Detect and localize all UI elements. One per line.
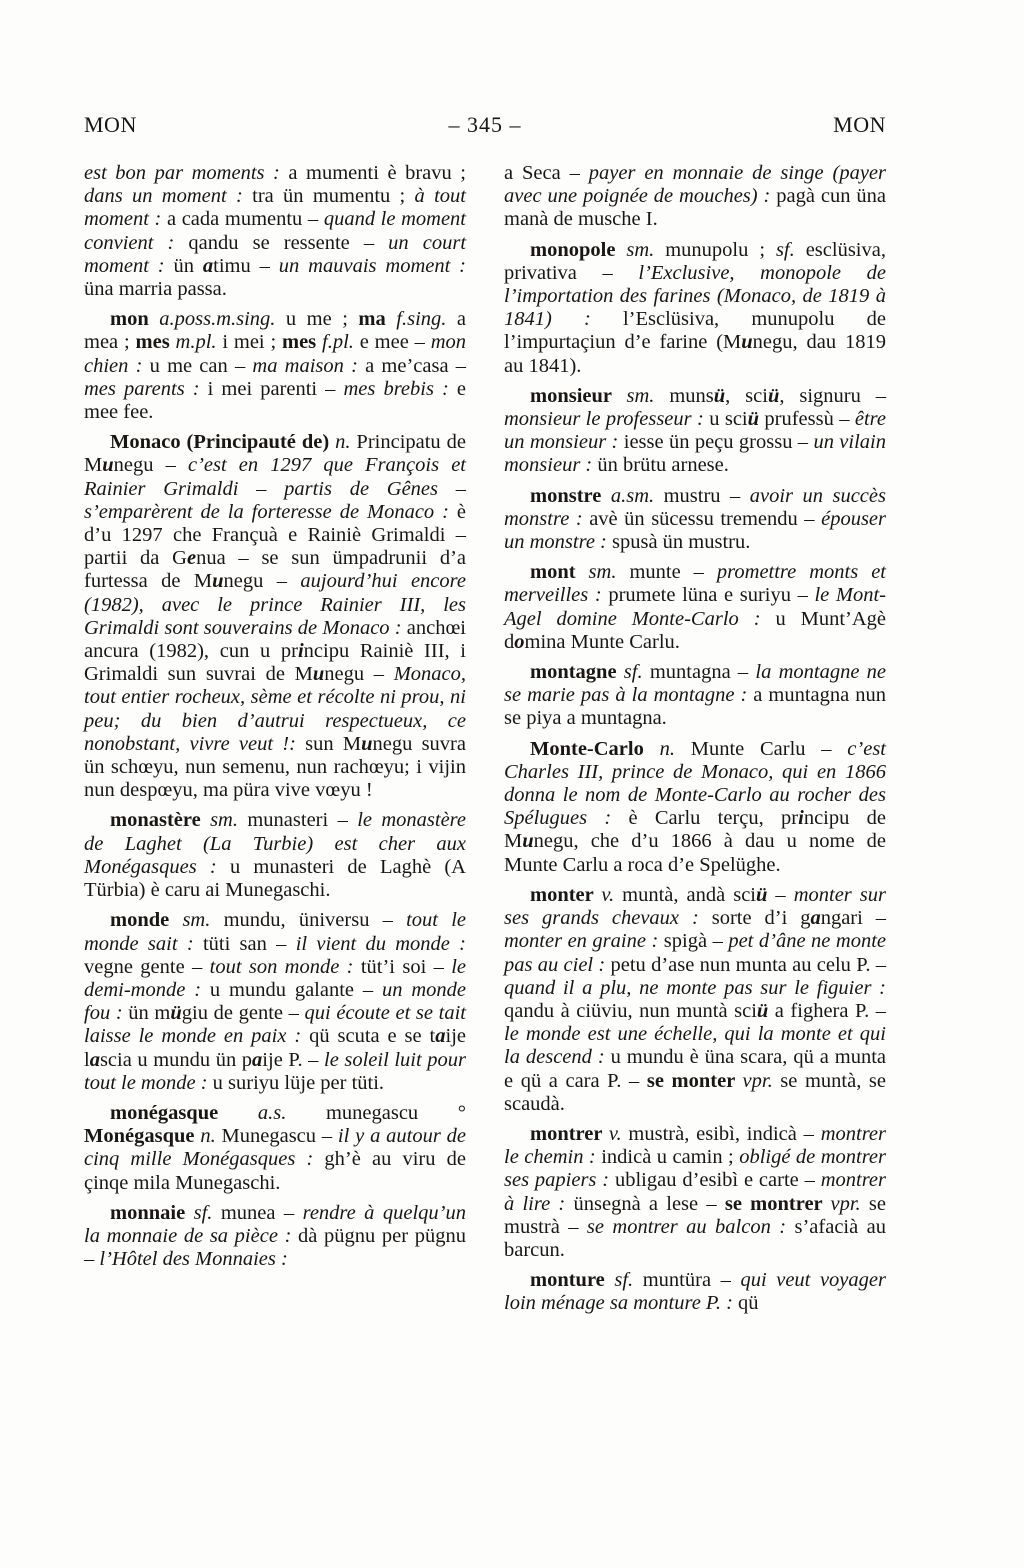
text-run: a.s. [257, 1101, 326, 1124]
text-run: sm. [210, 809, 248, 832]
text-run: n. [659, 737, 691, 760]
text-run: munea – [220, 1201, 303, 1224]
text-run: v. [608, 1122, 629, 1145]
text-run: a.sm. [610, 484, 664, 507]
text-run: munegascu ° [325, 1101, 466, 1124]
text-run: spusà ün mustru. [612, 531, 751, 554]
text-run: rendre à quelqu’un la monnaie de sa pièce : [84, 1201, 466, 1247]
text-run: mundu, üniversu – [223, 909, 407, 932]
text-run: le demi-monde : [84, 955, 466, 1001]
entry-mont [504, 561, 886, 654]
text-run: a [202, 254, 214, 277]
page-number: – 345 – [448, 112, 522, 137]
text-run: u mundu galante – [209, 978, 382, 1001]
text-run: un vilain monsieur : [504, 431, 886, 477]
text-run: munupolu ; [665, 238, 776, 261]
text-run: obligé de montrer ses papiers : [504, 1146, 887, 1192]
text-run: f.sing. [396, 308, 457, 331]
text-run: c’est Charles III, prince de Monaco, qui en 1866 donna le nom de Monte-Carlo au rocher des Spélugues : [504, 737, 886, 830]
text-run: épouser un monstre : [504, 507, 886, 554]
text-run: Monaco, tout entier rocheux, sème et récolte ni prou, ni peu; du bien d’autrui respectueux, ce nonobstant, vivre veut !: [84, 663, 466, 755]
text-run: aujourd’hui encore (1982), avec le prince Rainier III, les Grimaldi sont souverains de Monaco : [84, 570, 466, 639]
entry-monopole [504, 239, 886, 378]
text-run: gh’è au viru de çinqe mila Munegaschi. [84, 1148, 466, 1194]
text-run: quand le moment convient : [84, 208, 467, 254]
text-run: tüti san – [202, 932, 296, 955]
text-run: monture [530, 1269, 615, 1292]
text-run: e mee fee. [84, 377, 466, 424]
text-run: monsieur le professeur : [504, 408, 710, 431]
text-run: ün [173, 254, 203, 277]
text-run: timu – [213, 254, 279, 277]
text-run: monastère [110, 809, 211, 832]
text-run: tout le monde sait : [84, 909, 467, 955]
text-run: est bon par moments : [84, 162, 289, 184]
text-run: monopole [530, 238, 627, 261]
entry-monegasque [84, 1102, 466, 1195]
text-run: nua – se sun ümpadrunii d’a furtessa de M [84, 547, 466, 593]
text-run: ma maison : [252, 354, 366, 377]
text-run: mustru – [663, 484, 750, 507]
text-run: muntüra – [642, 1269, 741, 1292]
text-run: vegne gente – [84, 955, 210, 978]
entry-moment-continuation [84, 162, 466, 301]
text-run: iesse ün peçu grossu – [623, 431, 814, 454]
header-guide-word-right: MON [833, 112, 886, 137]
text-run: i mei parenti – [207, 377, 344, 400]
text-run: ngari – [820, 907, 887, 930]
text-run: v. [601, 883, 623, 906]
text-run: esclüsiva, privativa – [504, 238, 886, 284]
text-run: dà pügnu per pügnu – [84, 1224, 466, 1271]
text-run: a fighera P. – [768, 999, 886, 1022]
text-run: monter en graine : [504, 930, 664, 953]
text-run: ü [756, 999, 769, 1022]
text-run: negu, che d’u 1866 à dau u nome de Munte Carlu a roca d’e Spelüghe. [504, 830, 886, 876]
entry-monture [504, 1269, 886, 1315]
text-run: è Carlu terçu, pr [628, 807, 799, 830]
text-run: ü [713, 384, 726, 407]
text-run: mon [110, 308, 160, 331]
text-run: ncipu de M [504, 807, 886, 853]
text-run: e [186, 547, 197, 570]
text-run: – [767, 883, 794, 906]
text-run: qandu à ciüviu, nun muntà sci [504, 999, 757, 1022]
text-run: Monte-Carlo [530, 737, 660, 760]
text-run: a Seca – [504, 162, 589, 184]
text-run: quand il a plu, ne monte pas sur le figuier : [504, 976, 886, 999]
text-run: ma [358, 308, 397, 331]
text-run: a mea ; [84, 308, 466, 354]
text-run: le Mont-Agel domine Monte-Carlo : [504, 584, 886, 630]
text-run: se monter [646, 1069, 743, 1092]
text-run: f.pl. [322, 331, 360, 354]
text-run: muntagna – [649, 661, 756, 684]
text-run: tra ün mumentu ; [252, 185, 415, 208]
text-run: le soleil luit pour tout le monde : [84, 1048, 466, 1094]
text-run: monsieur [530, 384, 627, 407]
text-run: ije P. – [262, 1048, 324, 1071]
text-run: ncipu Rainiè III, i Grimaldi sun suvrai de M [84, 640, 467, 686]
text-run: indicà u camin ; [601, 1146, 740, 1169]
text-run: i [297, 640, 304, 663]
text-run: pagà cun üna manà de musche I. [504, 185, 886, 231]
text-run: qü scuta e se t [309, 1025, 436, 1048]
text-run: a.poss.m.sing. [159, 308, 286, 331]
text-run: promettre monts et merveilles : [504, 561, 886, 607]
text-run: mon chien : [84, 331, 467, 377]
entry-monter [504, 884, 886, 1116]
text-run: a muntagna nun se piya a muntagna. [504, 684, 886, 730]
text-run: u [522, 830, 534, 853]
text-run: monde [110, 909, 183, 932]
text-columns [84, 162, 886, 1316]
text-run: ü [747, 408, 760, 431]
text-run: l’Hôtel des Monnaies : [99, 1248, 288, 1271]
text-run: u suriyu lüje per tüti. [212, 1071, 385, 1094]
text-run: le monastère de Laghet (La Turbie) est cher aux Monégasques : [84, 809, 466, 878]
text-run: ubligau d’esibì e carte – [614, 1169, 821, 1192]
text-run: sf. [623, 661, 650, 684]
text-run: mes [282, 331, 322, 354]
text-run: u [312, 663, 325, 686]
text-run: Monaco (Principauté de) [110, 431, 336, 454]
text-run: ün brütu arnese. [597, 454, 729, 477]
text-run: sun M [305, 732, 362, 755]
text-run: un mauvais moment : [278, 254, 467, 277]
text-run: mes [135, 331, 176, 354]
text-run: giu de gente – [181, 1002, 305, 1025]
entry-monaco [84, 431, 466, 802]
text-run: sm. [588, 561, 630, 584]
entry-monnaie-continuation [504, 162, 886, 232]
text-run: u [741, 331, 753, 354]
text-run: sm. [626, 238, 666, 261]
text-run: Monégasque [84, 1125, 201, 1148]
column-right [504, 162, 886, 1316]
entry-monastere [84, 809, 466, 902]
text-run: Munte Carlu – [690, 737, 848, 760]
text-run: munte – [629, 561, 717, 584]
text-run: n. [200, 1125, 222, 1148]
text-run: anchœi ancura (1982), cun u pr [84, 616, 466, 663]
text-run: ün m [128, 1002, 171, 1025]
text-run: mustrà, esibì, indicà – [628, 1122, 821, 1145]
text-run: prufessù – [759, 408, 855, 431]
text-run: u Munt’Agè d [504, 607, 887, 653]
text-run: e mee – [359, 331, 431, 354]
text-run: mes parents : [84, 377, 208, 400]
text-run: negu, dau 1819 au 1841). [504, 331, 886, 377]
text-run: montrer le chemin : [504, 1122, 886, 1169]
text-run: il vient du monde : [295, 932, 466, 955]
text-run: vpr. [742, 1069, 781, 1092]
text-run: sf. [193, 1201, 221, 1224]
page-header [84, 112, 886, 138]
entry-monnaie [84, 1202, 466, 1272]
text-run: prumete lüna e suriyu – [608, 584, 815, 607]
text-run: u sci [709, 408, 748, 431]
header-guide-word-left: MON [84, 112, 137, 137]
text-run: vpr. [830, 1192, 869, 1215]
text-run: ije l [84, 1025, 466, 1071]
text-run: qui écoute et se tait laisse le monde en paix : [84, 1002, 466, 1048]
text-run: tüt’i soi – [360, 955, 452, 978]
text-run: u [102, 454, 114, 477]
text-run: è d’u 1297 che Françuà e Rainiè Grimaldi – partii da G [84, 500, 466, 570]
text-run: munasteri – [247, 809, 358, 832]
text-run: qandu se ressente – [188, 231, 389, 254]
text-run: , sci [725, 384, 768, 407]
text-run: sf. [614, 1269, 643, 1292]
text-run: c’est en 1297 que François et Rainier Grimaldi – partis de Gênes – s’emparèrent de la forteresse de Monaco : [84, 454, 466, 523]
text-run: spigà – [663, 930, 729, 953]
text-run: la montagne ne se marie pas à la montagne : [504, 661, 886, 707]
text-run: sorte d’i g [711, 907, 811, 930]
text-run: a cada mumentu – [166, 208, 324, 231]
text-run: mes brebis : [343, 377, 457, 400]
text-run: mont [530, 561, 589, 584]
text-run: ü [767, 384, 780, 407]
text-run: montagne [530, 661, 624, 684]
entry-montrer [504, 1123, 886, 1262]
text-run: Munegascu – [221, 1125, 338, 1148]
text-run: i mei ; [222, 331, 282, 354]
text-run: se montrer au balcon : [586, 1215, 795, 1238]
text-run: se mustrà – [504, 1192, 886, 1238]
entry-monstre [504, 485, 886, 555]
text-run: le monde est une échelle, qui la monte et qui la descend : [504, 1023, 886, 1069]
text-run: l’Esclüsiva, munupolu de l’impurtaçiun d’e farine (M [504, 308, 886, 354]
text-run: negu suvra ün schœyu, nun semenu, nun rachœyu; i vijin nun despœyu, ma püra vive vœyu ! [84, 732, 466, 802]
text-run: n. [335, 431, 357, 454]
text-run: a [252, 1048, 263, 1071]
text-run: a me’casa – [365, 354, 466, 377]
text-run: un court moment : [84, 231, 467, 277]
text-run: avoir un succès monstre : [504, 484, 886, 530]
text-run: qui veut voyager loin ménage sa monture P. : [504, 1269, 886, 1315]
text-run: sm. [182, 909, 224, 932]
text-run: u me ; [285, 308, 359, 331]
text-run: monstre [530, 484, 611, 507]
entry-monte-carlo [504, 738, 886, 877]
text-run: a [810, 907, 821, 930]
entry-montagne [504, 661, 886, 731]
text-run: negu – [223, 570, 301, 593]
text-run: montrer à lire : [504, 1169, 887, 1215]
text-run: üna marria passa. [84, 278, 227, 301]
text-run: u munasteri de Laghè (A Türbia) è caru ai Munegaschi. [84, 855, 466, 902]
text-run: , signuru – [779, 384, 886, 407]
text-run: l’Exclusive, monopole de l’importation des farines (Monaco, de 1819 à 1841) : [504, 261, 886, 331]
text-run: u mundu è üna scara, qü a munta e qü a cara P. – [504, 1046, 887, 1092]
text-run: payer en monnaie de singe (payer avec une poignée de mouches) : [504, 162, 886, 208]
text-run: montrer [530, 1122, 609, 1145]
text-run: u me can – [149, 354, 253, 377]
text-run: monter sur ses grands chevaux : [504, 883, 886, 930]
text-run: se montrer [724, 1192, 831, 1215]
text-run: Principatu de M [84, 431, 466, 477]
text-run: ü [756, 883, 768, 906]
text-run: tout son monde : [209, 955, 361, 978]
text-run: negu – [324, 663, 394, 686]
text-run: qü [738, 1292, 759, 1315]
text-run: muntà, andà sci [622, 883, 756, 906]
text-run: ü [170, 1002, 182, 1025]
text-run: a [89, 1048, 100, 1071]
text-run: petu d’ase nun munta au celu P. – [610, 953, 886, 976]
column-left [84, 162, 466, 1316]
text-run: m.pl. [175, 331, 223, 354]
text-run: sf. [775, 238, 806, 261]
text-run: s’afacià au barcun. [504, 1215, 886, 1261]
text-run: i [798, 807, 804, 830]
text-run: ünsegnà a lese – [573, 1192, 725, 1215]
text-run: monter [530, 883, 602, 906]
text-run: monnaie [110, 1201, 194, 1224]
entry-monde [84, 909, 466, 1095]
text-run: à tout moment : [84, 185, 466, 231]
text-run: avè ün sücessu tremendu – [589, 507, 822, 530]
text-run: un monde fou : [84, 978, 467, 1025]
text-run: pet d’âne ne monte pas au ciel : [504, 930, 887, 976]
text-run: u [361, 732, 373, 755]
text-run: o [514, 630, 525, 653]
text-run: scia u mundu ün p [99, 1048, 253, 1071]
text-run: il y a autour de cinq mille Monégasques : [84, 1125, 466, 1171]
text-run: monégasque [110, 1101, 258, 1124]
entry-mon [84, 308, 466, 424]
text-run: sm. [626, 384, 670, 407]
text-run: a [435, 1025, 446, 1048]
text-run: se muntà, se scaudà. [504, 1069, 886, 1115]
text-run: mina Munte Carlu. [524, 630, 680, 653]
text-run: negu – [113, 454, 188, 477]
text-run: muns [669, 384, 714, 407]
text-run: être un monsieur : [504, 408, 886, 454]
text-run: a mumenti è bravu ; [288, 162, 466, 184]
text-run: dans un moment : [84, 185, 253, 208]
entry-monsieur [504, 385, 886, 478]
text-run: u [212, 570, 224, 593]
